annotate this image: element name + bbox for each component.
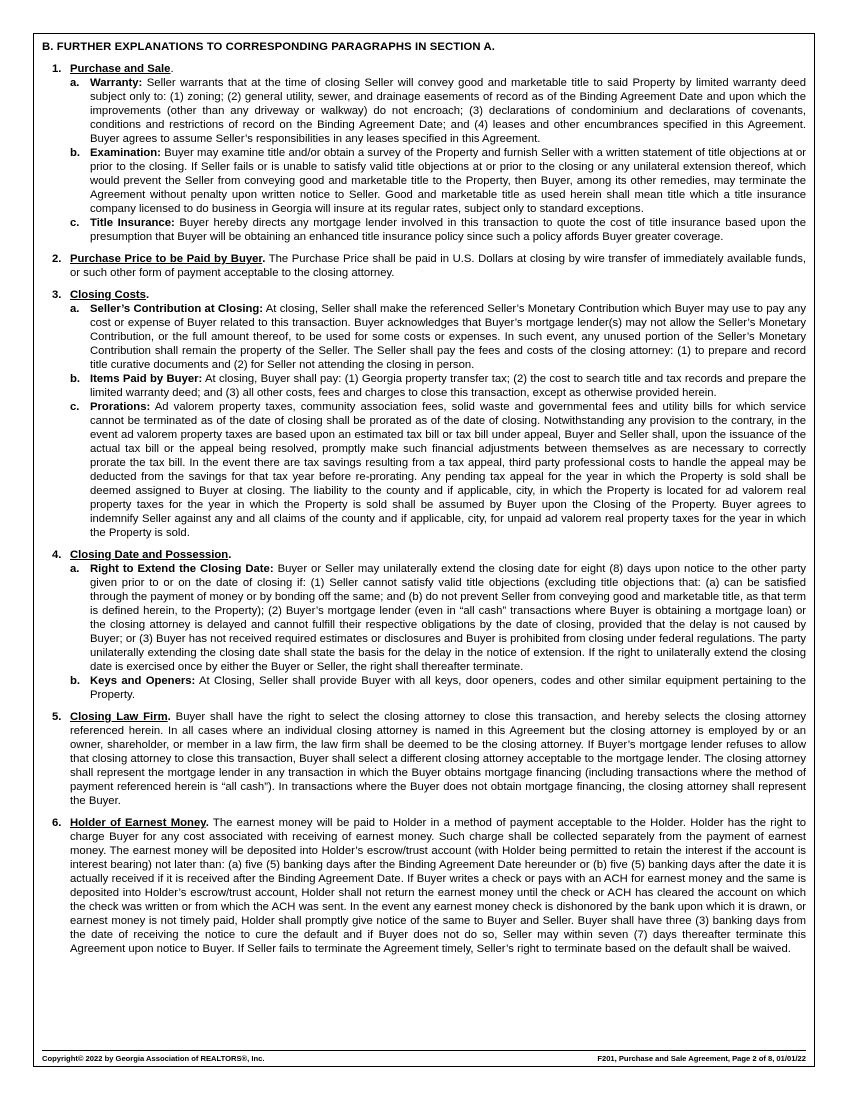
heading-punct: . (170, 63, 174, 75)
subparagraph-right-to-extend (70, 562, 806, 674)
paragraph-text: The Purchase Price shall be paid in U.S. Dollars at closing by wire transfer of immediately available funds, or such other form of payment acceptable to the closing attorney. (70, 253, 806, 279)
sub-title: Keys and Openers: (90, 675, 196, 687)
section-title: B. FURTHER EXPLANATIONS TO CORRESPONDING PARAGRAPHS IN SECTION A. (42, 41, 495, 53)
paragraph-closing-date (42, 548, 806, 702)
footer-copyright: Copyright© 2022 by Georgia Association of REALTORS®, Inc. (42, 1054, 265, 1063)
paragraph-heading: Purchase Price to be Paid by Buyer (70, 253, 263, 265)
paragraph-number: 3. (52, 289, 62, 301)
sub-letter: a. (70, 563, 80, 575)
paragraph-holder-of-earnest-money (42, 816, 806, 956)
subparagraph-examination (70, 146, 806, 216)
sub-letter: b. (70, 373, 81, 385)
subparagraph-sellers-contribution (70, 302, 806, 372)
sub-title: Seller’s Contribution at Closing: (90, 303, 264, 315)
paragraph-number: 2. (52, 253, 62, 265)
paragraph-number: 4. (52, 549, 62, 561)
paragraph-text: Buyer shall have the right to select the closing attorney to close this transaction, and hereby selects the closing attorney referenced herein. In all cases where an individual closing attorney is named in this Agreement but the closing attorney is employed by or an owner, shareholder, or member in a law firm, the law firm shall be deemed to be the closing attorney. If Buyer’s mortgage lender refuses to allow that closing attorney to close this transaction, Buyer shall select a different closing attorney acceptable to the mortgage lender. The closing attorney shall represent the mortgage lender in any transaction in which the Buyer obtains mortgage financing (including transactions where the method of payment referenced herein is “all cash”). In transactions where the Buyer does not obtain mortgage financing, the closing attorney shall represent the Buyer. (70, 711, 806, 807)
paragraph-closing-law-firm (42, 710, 806, 808)
sub-letter: c. (70, 401, 80, 413)
heading-punct: . (167, 711, 171, 723)
subparagraph-keys-and-openers (70, 674, 806, 702)
sub-letter: a. (70, 77, 80, 89)
paragraph-number: 6. (52, 817, 62, 829)
paragraph-number: 1. (52, 63, 62, 75)
sub-title: Examination: (90, 147, 161, 159)
sub-title: Right to Extend the Closing Date: (90, 563, 274, 575)
paragraph-purchase-and-sale (42, 62, 806, 244)
heading-punct: . (262, 253, 266, 265)
sub-letter: c. (70, 217, 80, 229)
sub-letter: b. (70, 147, 81, 159)
paragraph-heading: Closing Costs (70, 289, 146, 301)
heading-punct: . (145, 289, 150, 301)
sub-text: Buyer may examine title and/or obtain a survey of the Property and furnish Seller with a written statement of title objections at or prior to the closing. If Seller fails or is unable to satisfy valid title objections at or prior to the closing or any unilateral extension thereof, which would prevent the Seller from conveying good and marketable title to the Property, then Buyer, among its other remedies, may terminate the Agreement without penalty upon written notice to Seller. Good and marketable title as used herein shall mean title which a title insurance company licensed to do business in Georgia will insure at its regular rates, subject only to standard exceptions. (90, 147, 806, 215)
paragraph-number: 5. (52, 711, 62, 723)
paragraph-heading: Purchase and Sale (70, 63, 171, 75)
sub-text: At closing, Seller shall make the referenced Seller’s Monetary Contribution which Buyer may use to pay any cost or expense of Buyer related to this transaction. Buyer acknowledges that Buyer’s mortgage lender(s) may not allow the Seller’s Monetary Contribution, or the full amount thereof, to be used for some costs or expenses. In such event, any unused portion of the Seller’s Monetary Contribution shall remain the property of the Seller. The Seller shall pay the fees and costs of the closing attorney: (1) to prepare and record title curative documents and (2) for Seller not attending the closing in person. (90, 303, 806, 371)
subparagraph-title-insurance (70, 216, 806, 244)
page-border (33, 33, 815, 1067)
sub-letter: b. (70, 675, 81, 687)
footer-form-info: F201, Purchase and Sale Agreement, Page 2 of 8, 01/01/22 (597, 1054, 806, 1063)
document-body (42, 40, 806, 964)
paragraph-heading: Holder of Earnest Money (70, 817, 206, 829)
sub-title: Prorations: (90, 401, 151, 413)
heading-punct: . (205, 817, 209, 829)
paragraph-closing-costs (42, 288, 806, 540)
sub-text: Buyer or Seller may unilaterally extend the closing date for eight (8) days upon notice to the other party given prior to or on the date of closing if: (1) Seller cannot satisfy valid title objections (excluding title objections that: (a) can be satisfied through the payment of money or by bonding off the same; and (b) do not prevent Seller from conveying good and marketable title, as that term is defined herein, to the Property); (2) Buyer’s mortgage lender (even in “all cash” transactions where Buyer is obtaining a mortgage loan) or the closing attorney is delayed and cannot fulfill their respective obligations by the date of closing, provided that the delay is not caused by Buyer; or (3) Buyer has not received required estimates or disclosures and Buyer is prohibited from closing under federal regulations. The party unilaterally extending the closing date shall state the basis for the delay in the notice of extension. If the right to unilaterally extend the closing date is exercised once by either the Buyer or Seller, the right shall thereafter terminate. (90, 563, 807, 673)
paragraph-heading: Closing Date and Possession (70, 549, 229, 561)
subparagraph-prorations (70, 400, 806, 540)
page-footer (42, 1050, 806, 1063)
sub-letter: a. (70, 303, 80, 315)
paragraph-purchase-price (42, 252, 806, 280)
sub-text: Buyer hereby directs any mortgage lender involved in this transaction to quote the cost of title insurance based upon the presumption that Buyer will be obtaining an enhanced title insurance policy since such a policy affords Buyer greater coverage. (90, 217, 807, 243)
paragraph-heading: Closing Law Firm (70, 711, 168, 723)
sub-title: Items Paid by Buyer: (90, 373, 203, 385)
heading-punct: . (228, 549, 232, 561)
sub-text: At Closing, Seller shall provide Buyer with all keys, door openers, codes and other similar equipment pertaining to the Property. (90, 675, 806, 701)
sub-text: At closing, Buyer shall pay: (1) Georgia property transfer tax; (2) the cost to search title and tax records and prepare the limited warranty deed; and (3) all other costs, fees and charges to close this transaction, except as otherwise provided herein. (90, 373, 807, 399)
subparagraph-warranty (70, 76, 806, 146)
paragraph-text: The earnest money will be paid to Holder in a method of payment acceptable to the Holder. Holder has the right to charge Buyer for any cost associated with receiving of earnest money. Such charge shall be collected separately from the payment of earnest money. The earnest money will be deposited into Holder’s escrow/trust account (with Holder being permitted to retain the interest if the account is interest bearing) not later than: (a) five (5) banking days after the Binding Agreement Date hereunder or (b) five (5) banking days after the date it is actually received if it is received after the Binding Agreement Date. If Buyer writes a check or pays with an ACH for earnest money and the same is deposited into Holder’s escrow/trust account, Holder shall not return the earnest money until the check or ACH has cleared the account on which the check was written or from which the ACH was sent. In the event any earnest money check is dishonored by the bank upon which it is drawn, or earnest money is not timely paid, Holder shall promptly give notice of the same to Buyer and Seller. Buyer shall have three (3) banking days from the date of receiving the notice to cure the default and if Buyer does not do so, Seller may within seven (7) days thereafter terminate this Agreement upon notice to Buyer. If Seller fails to terminate the Agreement timely, Seller’s right to terminate based on the default shall be waived. (70, 817, 806, 955)
subparagraph-items-paid-by-buyer (70, 372, 806, 400)
sub-title: Title Insurance: (90, 217, 175, 229)
sub-title: Warranty: (90, 77, 143, 89)
sub-text: Seller warrants that at the time of closing Seller will convey good and marketable title to said Property by limited warranty deed subject only to: (1) zoning; (2) general utility, sewer, and drainage easements of record as of the Binding Agreement Date and upon which the improvements (other than any driveway or walkway) do not encroach; (3) declarations of condominium and declarations of covenants, conditions and restrictions of record on the Binding Agreement Date; and (4) leases and other encumbrances specified in this Agreement. Buyer agrees to assume Seller’s responsibilities in any leases specified in this Agreement. (90, 77, 806, 145)
sub-text: Ad valorem property taxes, community association fees, solid waste and governmental fees and utility bills for which service cannot be terminated as of the date of closing shall be prorated as of the date of closing. Notwithstanding any provision to the contrary, in the event ad valorem property taxes are based upon an estimated tax bill or tax bill under appeal, Buyer and Seller shall, upon the issuance of the actual tax bill or the appeal being resolved, promptly make such financial adjustments between themselves as are necessary to correctly prorate the tax bill. In the event there are tax savings resulting from a tax appeal, third party professional costs to handle the appeal may be deducted from the savings for that tax year before re-prorating. Any pending tax appeal for the year in which the Property is sold shall be deemed assigned to Buyer at closing. The liability to the county and if applicable, city, in which the Property is located for ad valorem real property taxes for the year in which the Property is sold shall be assumed by Buyer upon the Closing of the Property. Buyer agrees to indemnify Seller against any and all claims of the county and if applicable, city, for unpaid ad valorem real property taxes for the year in which the Property is sold. (90, 401, 806, 539)
